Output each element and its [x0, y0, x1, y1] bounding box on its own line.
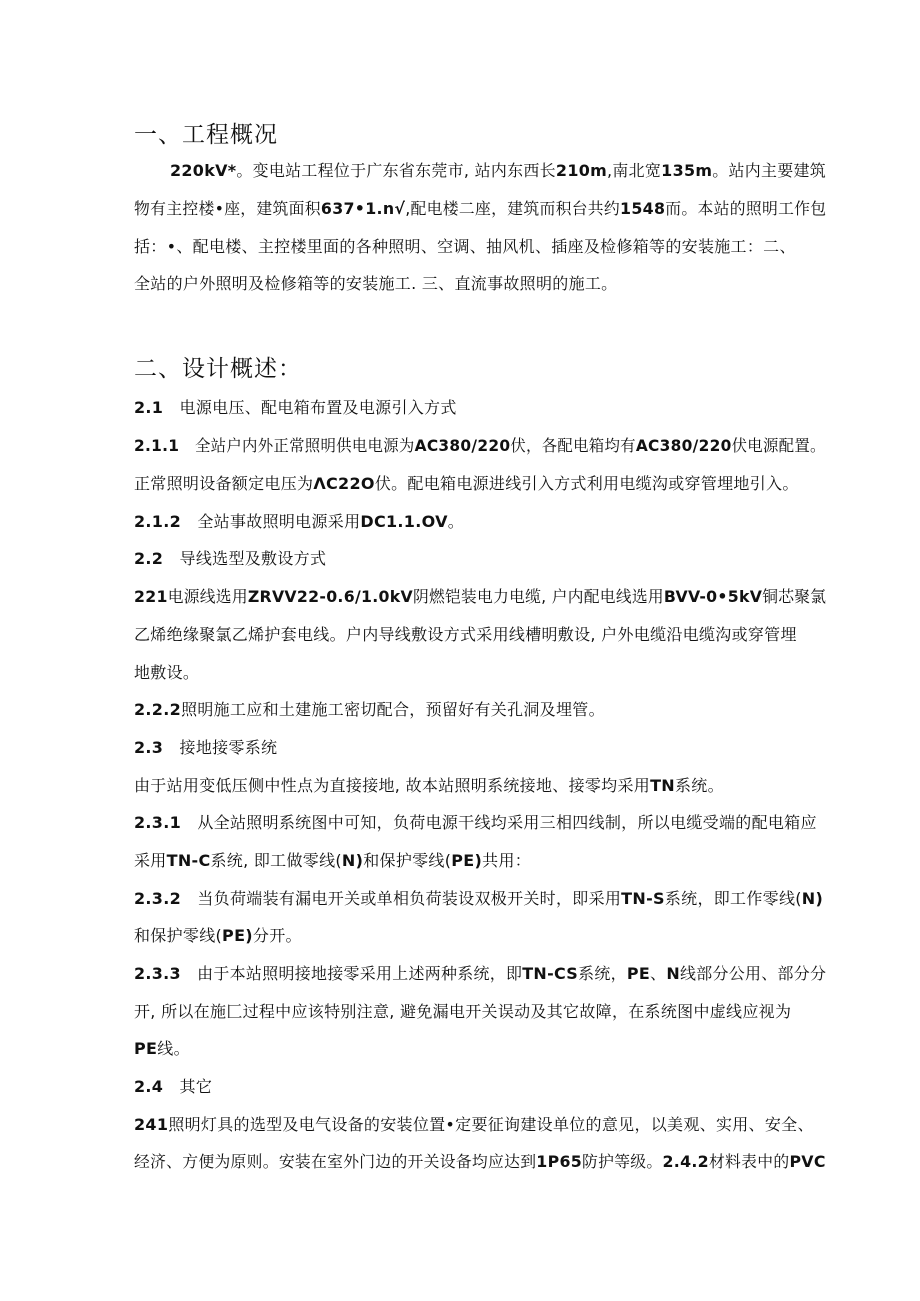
sec2-line-3: 正常照明设备额定电压为ΛC22O伏。配电箱电源进线引入方式利用电缆沟或穿管埋地引入。	[134, 474, 799, 493]
sec1-line-3: 括：•、配电楼、主控楼里面的各种照明、空调、抽风机、插座及检修箱等的安装施工：二、	[134, 237, 796, 256]
sec2-line-19: 2.4 其它	[134, 1077, 213, 1096]
sec2-line-17: 开, 所以在施匚过程中应该特别注意, 避免漏电开关误动及其它故障，在系统图中虚线应视为	[134, 1002, 792, 1021]
sec2-line-1: 2.1 电源电压、配电箱布置及电源引入方式	[134, 398, 457, 417]
sec1-line-1: 220kV*。变电站工程位于广东省东莞市, 站内东西长210m,南北宽135m。站内主要建筑	[170, 161, 827, 180]
section-2-title: 二、设计概述：	[134, 356, 302, 382]
sec2-line-16: 2.3.3 由于本站照明接地接零采用上述两种系统，即TN-CS系统，PE、N线部分公用、部分分	[134, 964, 827, 983]
sec2-line-6: 221电源线选用ZRVV22-0.6/1.0kV阴燃铠装电力电缆, 户内配电线选用BVV-0•5kV铜芯聚氯	[134, 587, 827, 606]
sec2-line-14: 2.3.2 当负荷端装有漏电开关或单相负荷装设双极开关时，即采用TN-S系统，即工作零线(N)	[134, 889, 824, 908]
section-1-title: 一、工程概况	[134, 122, 278, 148]
sec2-line-20: 241照明灯具的选型及电气设备的安装位置•定要征询建设单位的意见，以美观、实用、安全、	[134, 1115, 814, 1134]
sec2-line-8: 地敷设。	[134, 663, 200, 682]
sec2-line-21: 经济、方便为原则。安装在室外门边的开关设备均应达到1P65防护等级。2.4.2材料表中的PVC	[134, 1152, 826, 1171]
sec2-line-4: 2.1.2 全站事故照明电源采用DC1.1.OV。	[134, 512, 465, 531]
sec2-line-18: PE线。	[134, 1039, 190, 1058]
sec2-line-15: 和保护零线(PE)分开。	[134, 926, 302, 945]
sec1-line-2: 物有主控楼•座，建筑面积637•1.n√,配电楼二座，建筑而积台共约1548而。本站的照明工作包	[134, 199, 827, 218]
sec2-line-5: 2.2 导线选型及敷设方式	[134, 549, 327, 568]
sec2-line-7: 乙烯绝缘聚氯乙烯护套电线。户内导线敷设方式采用线槽明敷设, 户外电缆沿电缆沟或穿管埋	[134, 625, 797, 644]
sec2-line-12: 2.3.1 从全站照明系统图中可知，负荷电源干线均采用三相四线制，所以电缆受端的配电箱应	[134, 813, 817, 832]
sec2-line-10: 2.3 接地接零系统	[134, 738, 278, 757]
sec2-line-9: 2.2.2照明施工应和土建施工密切配合，预留好有关孔洞及埋管。	[134, 700, 605, 719]
sec1-line-4: 全站的户外照明及检修箱等的安装施工. 三、直流事故照明的施工。	[134, 274, 618, 293]
sec2-line-11: 由于站用变低压侧中性点为直接接地, 故本站照明系统接地、接零均采用TN系统。	[134, 776, 724, 795]
sec2-line-2: 2.1.1 全站户内外正常照明供电电源为AC380/220伏，各配电箱均有AC380/220伏电源配置。	[134, 436, 826, 455]
sec2-line-13: 采用TN-C系统, 即工做零线(N)和保护零线(PE)共用：	[134, 851, 532, 870]
